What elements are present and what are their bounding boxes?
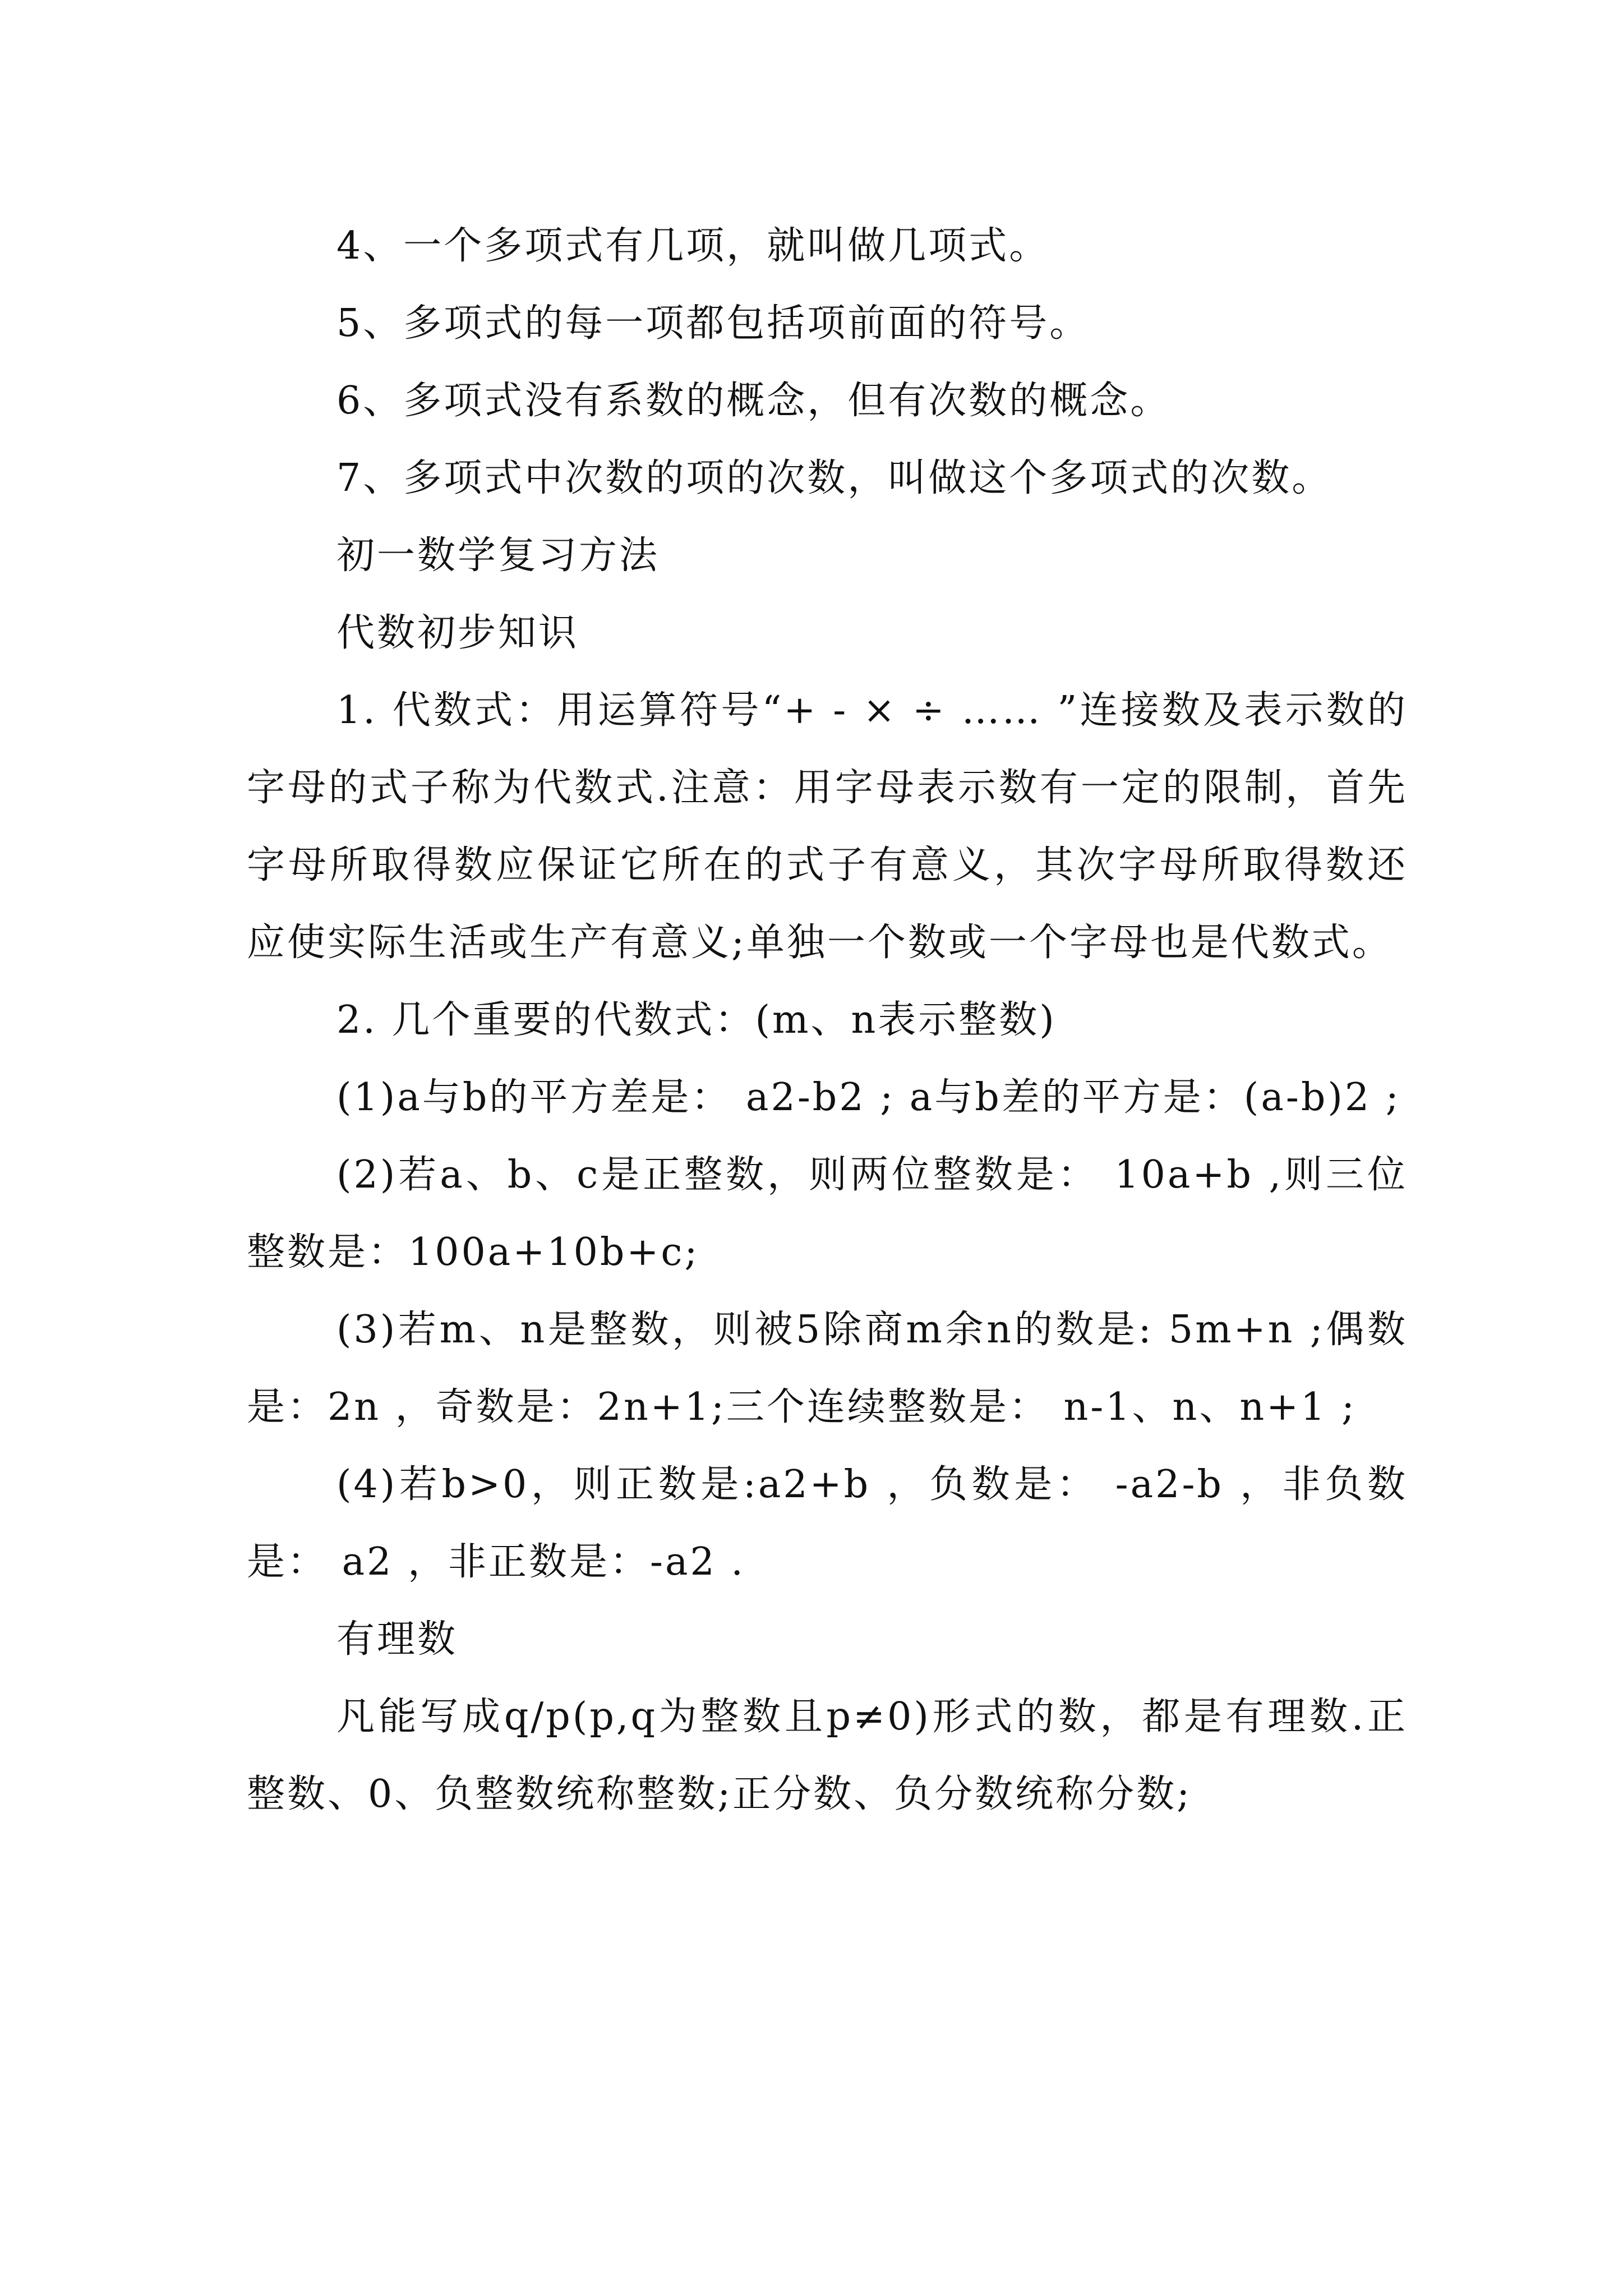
paragraph-item-4: 4、一个多项式有几项，就叫做几项式。 [336, 224, 1050, 268]
paragraph-important-expressions: 2. 几个重要的代数式：(m、n表示整数) [336, 998, 1057, 1042]
section-heading-review-methods: 初一数学复习方法 [336, 533, 660, 578]
paragraph-expression-2: (2)若a、b、c是正整数，则两位整数是： 10a+b ,则三位整数是：100a+10b+c; [247, 1153, 1408, 1274]
paragraph-expression-4: (4)若b>0，则正数是:a2+b ，负数是： -a2-b ，非负数是： a2 ，非正数是：-a2 . [247, 1462, 1408, 1584]
section-heading-rational-numbers: 有理数 [336, 1617, 458, 1662]
paragraph-expression-1: (1)a与b的平方差是： a2-b2 ; a与b差的平方是：(a-b)2 ; [336, 1075, 1401, 1120]
paragraph-item-7: 7、多项式中次数的项的次数，叫做这个多项式的次数。 [336, 456, 1332, 500]
document-body [247, 208, 1408, 1833]
section-heading-algebra-basics: 代数初步知识 [336, 611, 579, 655]
paragraph-algebraic-expression-definition: 1. 代数式：用运算符号“+ - × ÷ …… ”连接数及表示数的字母的式子称为代数式.注意：用字母表示数有一定的限制，首先字母所取得数应保证它所在的式子有意义，其次字母所取得数还应使实际生活或生产有意义;单独一个数或一个字母也是代数式。 [247, 688, 1408, 965]
paragraph-expression-3: (3)若m、n是整数，则被5除商m余n的数是: 5m+n ;偶数是：2n ，奇数是：2n+1;三个连续整数是： n-1、n、n+1 ; [247, 1308, 1408, 1429]
paragraph-rational-numbers-definition: 凡能写成q/p(p,q为整数且p≠0)形式的数，都是有理数.正整数、0、负整数统称整数;正分数、负分数统称分数; [247, 1695, 1408, 1816]
paragraph-item-5: 5、多项式的每一项都包括项前面的符号。 [336, 301, 1090, 346]
paragraph-item-6: 6、多项式没有系数的概念，但有次数的概念。 [336, 379, 1171, 423]
